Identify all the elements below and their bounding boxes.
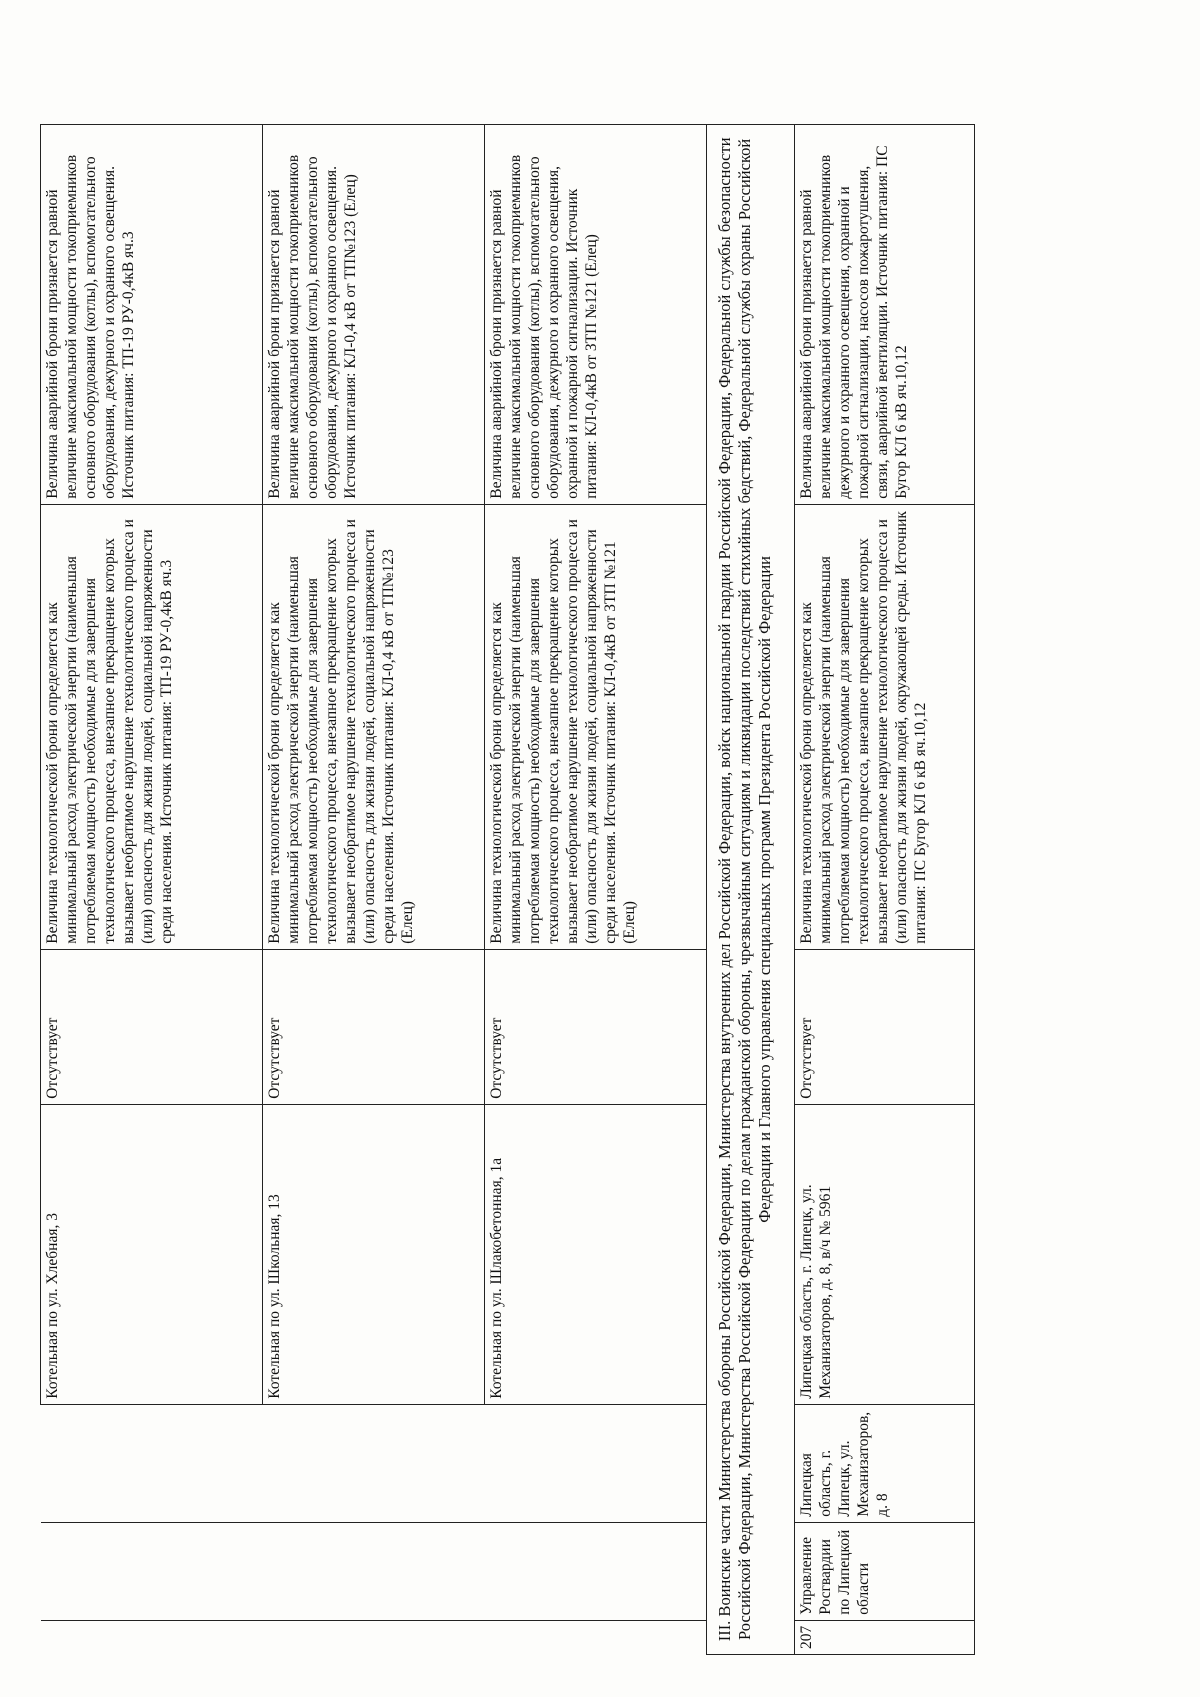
row-number: 207 bbox=[795, 1620, 975, 1654]
absent-cell: Отсутствует bbox=[795, 949, 975, 1104]
object-address-cell: Липецкая область, г. Липецк, ул. Механизаторов, д. 8, в/ч № 5961 bbox=[795, 1104, 975, 1404]
table-row bbox=[263, 124, 485, 1654]
tech-reserve-cell: Величина технологической брони определяется как минимальный расход электрической энергии (наименьшая потребляемая мощность) необходимые для завершения технологического процесса, внезапное прекращение которых вызывает необратимое нарушение технологического процесса и (или) опасность для жизни людей, социальной напряженности среди населения. Источник питания: КЛ-0,4кВ от ЗТП №121 (Елец) bbox=[485, 504, 707, 949]
empty-cell bbox=[263, 1404, 485, 1522]
empty-cell bbox=[41, 1404, 263, 1522]
emergency-reserve-cell: Величина аварийной брони признается равной величине максимальной мощности токоприемников дежурного и охранного освещения, охранной и пожарной сигнализации, насосов пожаротушения, связи, аварийной вентиляции. Источник питания: ПС Бугор КЛ 6 кВ яч.10,12 bbox=[795, 124, 975, 504]
empty-cell bbox=[263, 1620, 485, 1654]
table-row bbox=[41, 124, 263, 1654]
emergency-reserve-cell: Величина аварийной брони признается равной величине максимальной мощности токоприемников основного оборудования (котлы), вспомогательного оборудования, дежурного и охранного освещения. Источник питания: ТП-19 РУ-0,4кВ яч.3 bbox=[41, 124, 263, 504]
rotated-table-sheet bbox=[40, 45, 1162, 1655]
table-row bbox=[795, 124, 975, 1654]
empty-cell bbox=[485, 1522, 707, 1620]
tech-reserve-cell: Величина технологической брони определяется как минимальный расход электрической энергии (наименьшая потребляемая мощность) необходимые для завершения технологического процесса, внезапное прекращение которых вызывает необратимое нарушение технологического процесса и (или) опасность для жизни людей, социальной напряженности среди населения. Источник питания: ТП-19 РУ-0,4кВ яч.3 bbox=[41, 504, 263, 949]
empty-cell bbox=[485, 1620, 707, 1654]
empty-cell bbox=[485, 1404, 707, 1522]
tech-reserve-cell: Величина технологической брони определяется как минимальный расход электрической энергии (наименьшая потребляемая мощность) необходимые для завершения технологического процесса, внезапное прекращение которых вызывает необратимое нарушение технологического процесса и (или) опасность для жизни людей, окружающей среды. Источник питания: ПС Бугор КЛ 6 кВ яч.10,12 bbox=[795, 504, 975, 949]
table-row bbox=[485, 124, 707, 1654]
tech-reserve-cell: Величина технологической брони определяется как минимальный расход электрической энергии (наименьшая потребляемая мощность) необходимые для завершения технологического процесса, внезапное прекращение которых вызывает необратимое нарушение технологического процесса и (или) опасность для жизни людей, социальной напряженности среди населения. Источник питания: КЛ-0,4 кВ от ТП№123 (Елец) bbox=[263, 504, 485, 949]
absent-cell: Отсутствует bbox=[41, 949, 263, 1104]
empty-cell bbox=[41, 1620, 263, 1654]
emergency-reserve-cell: Величина аварийной брони признается равной величине максимальной мощности токоприемников основного оборудования (котлы), вспомогательного оборудования, дежурного и охранного освещения. Источник питания: КЛ-0,4 кВ от ТП№123 (Елец) bbox=[263, 124, 485, 504]
power-reserve-table bbox=[40, 124, 975, 1655]
object-cell: Котельная по ул. Хлебная, 3 bbox=[41, 1104, 263, 1404]
object-cell: Котельная по ул. Шлакобетонная, 1а bbox=[485, 1104, 707, 1404]
absent-cell: Отсутствует bbox=[485, 949, 707, 1104]
object-cell: Котельная по ул. Школьная, 13 bbox=[263, 1104, 485, 1404]
empty-cell bbox=[41, 1522, 263, 1620]
legal-address-cell: Липецкая область, г. Липецк, ул. Механизаторов, д. 8 bbox=[795, 1404, 975, 1522]
empty-cell bbox=[263, 1522, 485, 1620]
section-heading-row bbox=[707, 124, 795, 1654]
emergency-reserve-cell: Величина аварийной брони признается равной величине максимальной мощности токоприемников основного оборудования (котлы), вспомогательного оборудования, дежурного и охранного освещения, охранной и пожарной сигнализации. Источник питания: КЛ-0,4кВ от ЗТП №121 (Елец) bbox=[485, 124, 707, 504]
section-heading: III. Воинские части Министерства обороны Российской Федерации, Министерства внутренних дел Российской Федерации, войск национальной гвардии Российской Федерации, Федеральной службы безопасности Российской Федерации, Министерства Российской Федерации по делам гражданской обороны, чрезвычайным ситуациям и ликвидации последствий стихийных бедствий, Федеральной службы охраны Российской Федерации и Главного управления специальных программ Президента Российской Федерации bbox=[707, 124, 795, 1654]
org-name-cell: Управление Росгвардии по Липецкой области bbox=[795, 1522, 975, 1620]
absent-cell: Отсутствует bbox=[263, 949, 485, 1104]
